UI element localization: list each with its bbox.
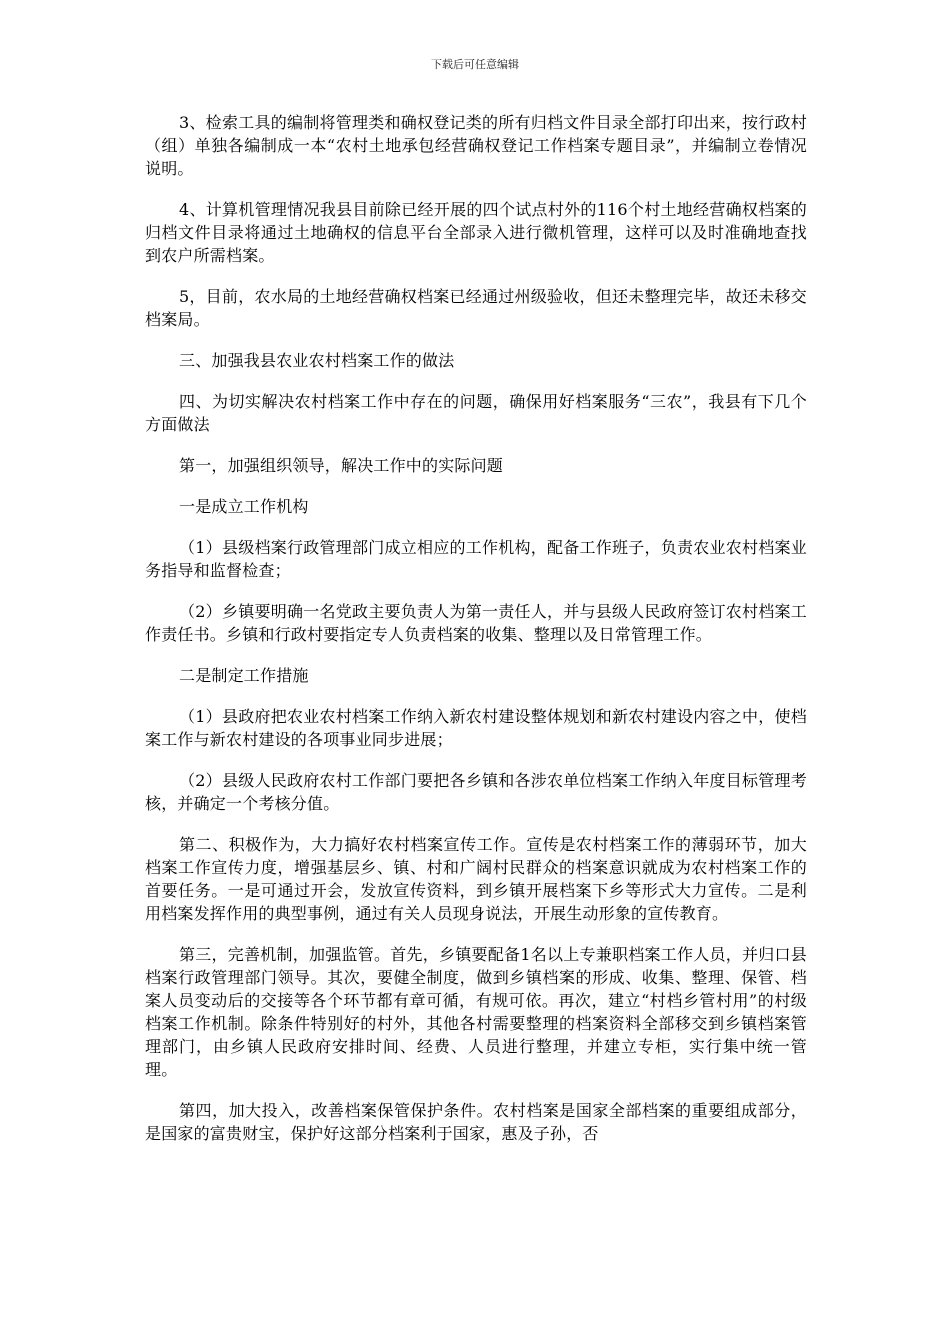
paragraph: 第二、积极作为，大力搞好农村档案宣传工作。宣传是农村档案工作的薄弱环节，加大档案工作宣传力度，增强基层乡、镇、村和广阔村民群众的档案意识就成为农村档案工作的首要任务。一是可通过开会，发放宣传资料，到乡镇开展档案下乡等形式大力宣传。二是利用档案发挥作用的典型事例，通过有关人员现身说法，开展生动形象的宣传教育。: [145, 835, 807, 923]
section-heading: 四、为切实解决农村档案工作中存在的问题，确保用好档案服务“三农”，我县有下几个方面做法: [145, 392, 807, 434]
paragraph: 第四，加大投入，改善档案保管保护条件。农村档案是国家全部档案的重要组成部分，是国家的富贵财宝，保护好这部分档案利于国家，惠及子孙，否: [145, 1101, 807, 1143]
paragraph: 5，目前，农水局的土地经营确权档案已经通过州级验收，但还未整理完毕，故还未移交档案局。: [145, 287, 807, 329]
paragraph: 第三，完善机制，加强监管。首先，乡镇要配备1名以上专兼职档案工作人员，并归口县档案行政管理部门领导。其次，要健全制度，做到乡镇档案的形成、收集、整理、保管、档案人员变动后的交接等各个环节都有章可循，有规可依。再次，建立“村档乡管村用”的村级档案工作机制。除条件特别好的村外，其他各村需要整理的档案资料全部移交到乡镇档案管理部门，由乡镇人民政府安排时间、经费、人员进行整理，并建立专柜，实行集中统一管理。: [145, 945, 807, 1079]
subsection-heading: 二是制定工作措施: [179, 666, 309, 685]
paragraph: （1）县级档案行政管理部门成立相应的工作机构，配备工作班子，负责农业农村档案业务指导和监督检查；: [145, 538, 807, 580]
paragraph: （2）县级人民政府农村工作部门要把各乡镇和各涉农单位档案工作纳入年度目标管理考核，并确定一个考核分值。: [145, 771, 807, 813]
subsection-heading: 第一，加强组织领导，解决工作中的实际问题: [179, 456, 504, 475]
subsection-heading: 一是成立工作机构: [179, 497, 309, 516]
paragraph: （1）县政府把农业农村档案工作纳入新农村建设整体规划和新农村建设内容之中，使档案工作与新农村建设的各项事业同步进展；: [145, 707, 807, 749]
section-heading: 三、加强我县农业农村档案工作的做法: [179, 351, 455, 370]
paragraph: （2）乡镇要明确一名党政主要负责人为第一责任人，并与县级人民政府签订农村档案工作责任书。乡镇和行政村要指定专人负责档案的收集、整理以及日常管理工作。: [145, 602, 807, 644]
document-body: [145, 111, 807, 1163]
paragraph: 4、计算机管理情况我县目前除已经开展的四个试点村外的116个村土地经营确权档案的归档文件目录将通过土地确权的信息平台全部录入进行微机管理，这样可以及时准确地查找到农户所需档案。: [145, 200, 807, 265]
page-header: 下载后可任意编辑: [431, 58, 519, 71]
paragraph: 3、检索工具的编制将管理类和确权登记类的所有归档文件目录全部打印出来，按行政村（组）单独各编制成一本“农村土地承包经营确权登记工作档案专题目录”，并编制立卷情况说明。: [145, 113, 807, 178]
